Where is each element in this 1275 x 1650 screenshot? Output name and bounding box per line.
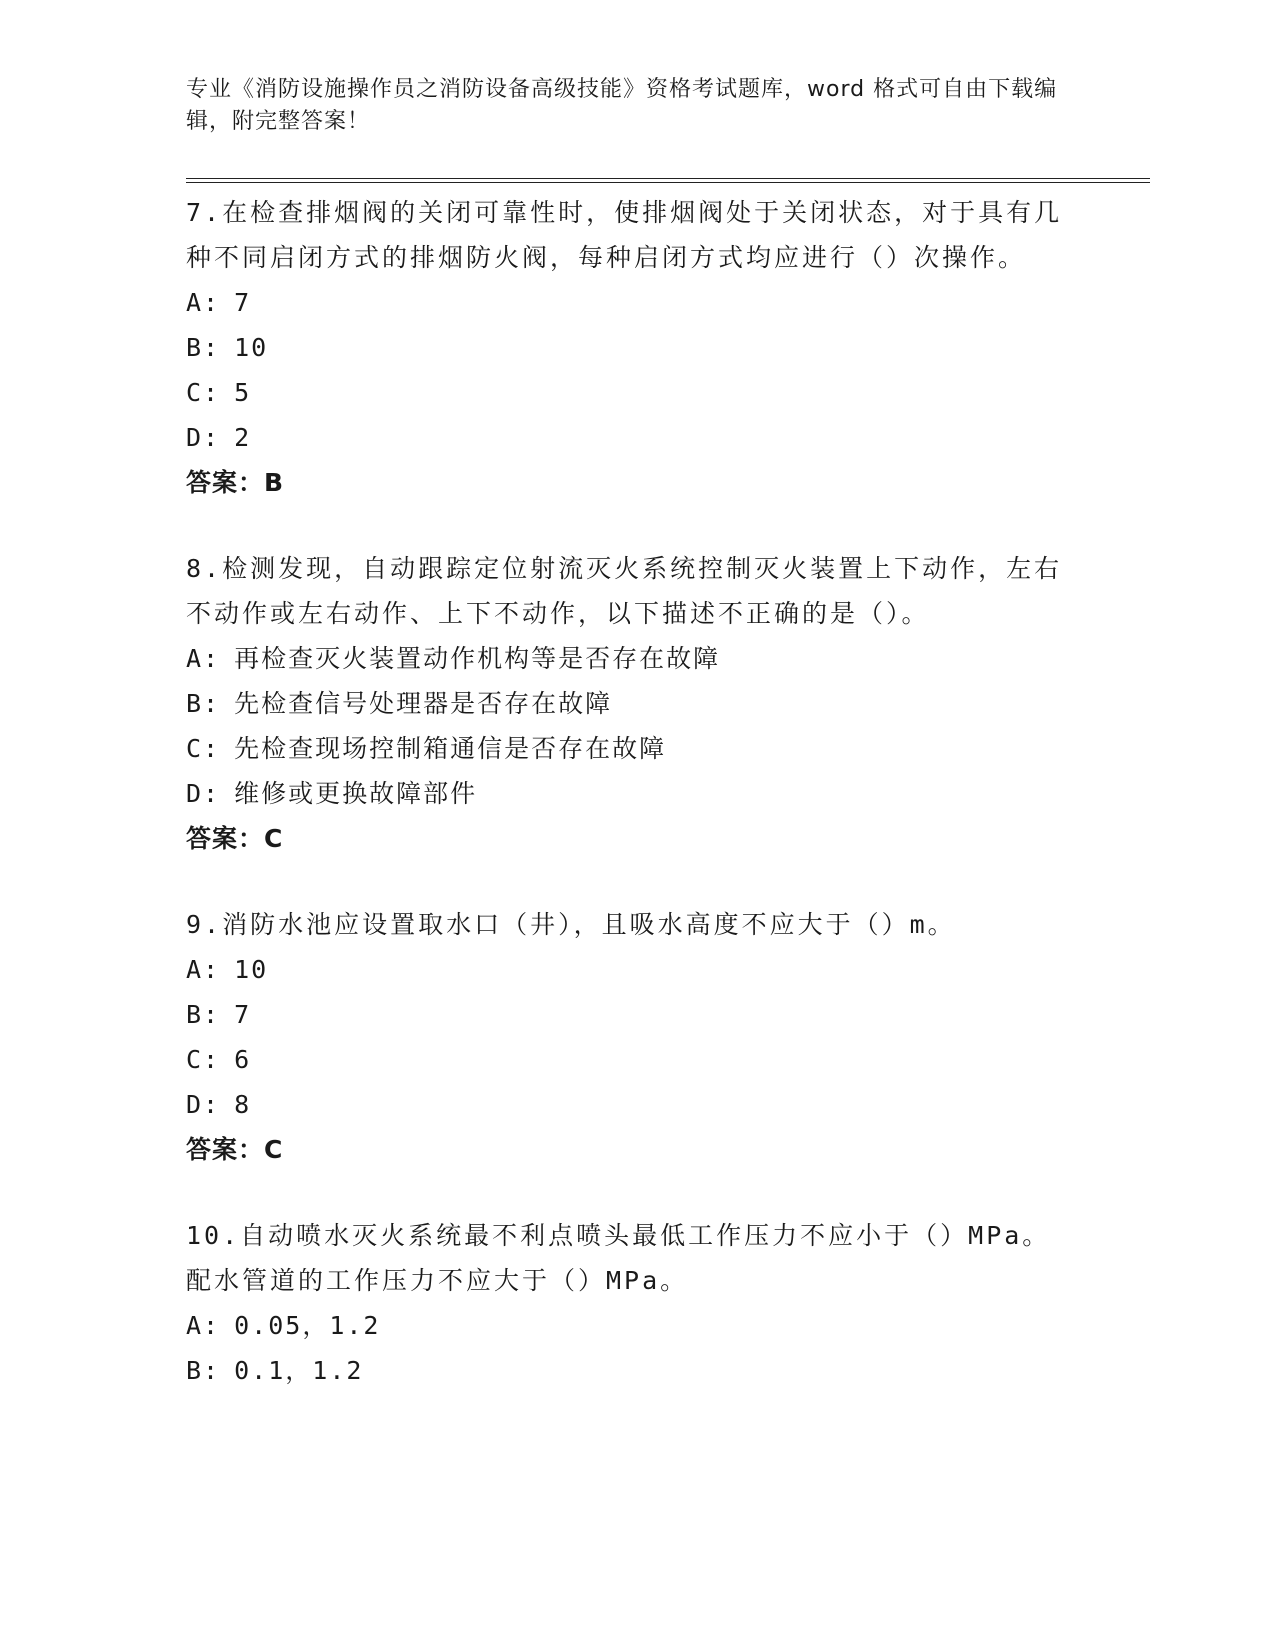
document-intro: 专业《消防设施操作员之消防设备高级技能》资格考试题库，word 格式可自由下载编辑，附完整答案！ <box>186 77 1058 134</box>
question-item <box>186 902 1066 1172</box>
option-letter: B: <box>186 333 221 362</box>
option-value: 维修或更换故障部件 <box>234 779 478 808</box>
question-item <box>186 190 1066 505</box>
header-double-rule <box>186 178 1150 183</box>
option-letter: D: <box>186 423 221 452</box>
option-letter: C: <box>186 378 221 407</box>
option-letter: D: <box>186 1090 221 1119</box>
option-b <box>186 992 1066 1037</box>
option-value: 2 <box>234 423 252 452</box>
option-letter: A: <box>186 1311 221 1340</box>
option-b <box>186 1348 1066 1393</box>
question-text: 10.自动喷水灭火系统最不利点喷头最低工作压力不应小于（）MPa。配水管道的工作压力不应大于（）MPa。 <box>186 1221 1051 1295</box>
option-a <box>186 280 1066 325</box>
question-text: 8.检测发现，自动跟踪定位射流灭火系统控制灭火装置上下动作，左右不动作或左右动作、上下不动作，以下描述不正确的是（）。 <box>186 554 1063 628</box>
option-value: 6 <box>234 1045 252 1074</box>
option-letter: B: <box>186 1000 221 1029</box>
option-letter: A: <box>186 644 221 673</box>
option-value: 8 <box>234 1090 252 1119</box>
option-a <box>186 947 1066 992</box>
option-a <box>186 1303 1066 1348</box>
question-list <box>186 190 1066 1434</box>
option-value: 7 <box>234 1000 252 1029</box>
option-value: 10 <box>234 955 269 984</box>
option-value: 先检查现场控制箱通信是否存在故障 <box>234 734 667 763</box>
option-d <box>186 1082 1066 1127</box>
option-value: 10 <box>234 333 269 362</box>
option-letter: C: <box>186 1045 221 1074</box>
option-letter: D: <box>186 779 221 808</box>
option-b <box>186 325 1066 370</box>
option-a <box>186 636 1066 681</box>
option-letter: A: <box>186 288 221 317</box>
option-letter: B: <box>186 1356 221 1385</box>
option-letter: B: <box>186 689 221 718</box>
option-value: 7 <box>234 288 252 317</box>
option-value: 0.05，1.2 <box>234 1311 381 1340</box>
option-d <box>186 771 1066 816</box>
answer-line: 答案：C <box>186 1135 284 1164</box>
option-b <box>186 681 1066 726</box>
option-letter: C: <box>186 734 221 763</box>
answer-line: 答案：C <box>186 824 284 853</box>
option-c <box>186 370 1066 415</box>
question-item <box>186 546 1066 861</box>
question-text: 9.消防水池应设置取水口（井），且吸水高度不应大于（）m。 <box>186 910 956 939</box>
option-c <box>186 726 1066 771</box>
option-c <box>186 1037 1066 1082</box>
option-letter: A: <box>186 955 221 984</box>
question-text: 7.在检查排烟阀的关闭可靠性时，使排烟阀处于关闭状态，对于具有几种不同启闭方式的排烟防火阀，每种启闭方式均应进行（）次操作。 <box>186 198 1063 272</box>
option-value: 再检查灭火装置动作机构等是否存在故障 <box>234 644 721 673</box>
option-d <box>186 415 1066 460</box>
option-value: 5 <box>234 378 252 407</box>
answer-line: 答案：B <box>186 468 285 497</box>
question-item <box>186 1213 1066 1393</box>
option-value: 先检查信号处理器是否存在故障 <box>234 689 613 718</box>
option-value: 0.1，1.2 <box>234 1356 364 1385</box>
